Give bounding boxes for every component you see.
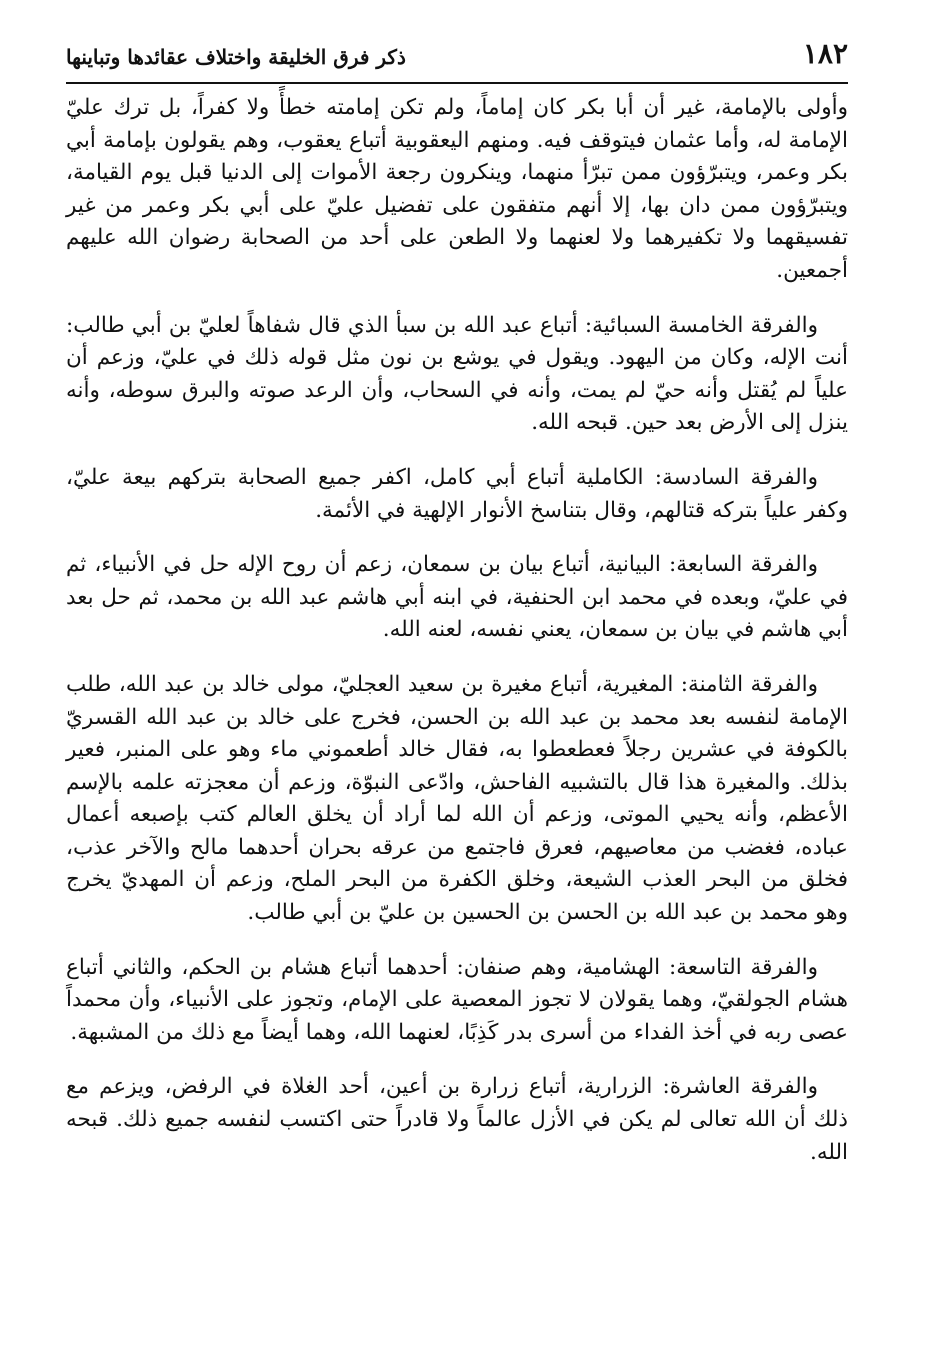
page-number: ١٨٢ [802, 37, 848, 70]
paragraph-continuation: وأولى بالإمامة، غير أن أبا بكر كان إماماً، ولم تكن إمامته خطأً ولا كفراً، بل ترك عليّ الإمامة له، وأما عثمان فيتوقف فيه. ومنهم اليعقوبية أتباع يعقوب، وهم يقولون بإمامة أبي بكر وعمر، ويتبرّؤون ممن تبرّأ منهما، وينكرون رجعة الأموات إلى الدنيا قبل يوم القيامة، ويتبرّؤون ممن دان بها، إلا أنهم متفقون على تفضيل عليّ على أبي بكر وعمر من غير تفسيقهما ولا تكفيرهما ولا لعنهما ولا الطعن على أحد من الصحابة رضوان الله عليهم أجمعين. [66, 95, 848, 283]
page-body [66, 92, 848, 1191]
paragraph-sect-10: والفرقة العاشرة: الزرارية، أتباع زرارة بن أعين، أحد الغلاة في الرفض، ويزعم مع ذلك أن الله تعالى لم يكن في الأزل عالماً ولا قادراً حتى اكتسب لنفسه جميع ذلك. قبحه الله. [66, 1074, 848, 1165]
paragraph-sect-8: والفرقة الثامنة: المغيرية، أتباع مغيرة بن سعيد العجليّ، مولى خالد بن عبد الله، طلب الإمامة لنفسه بعد محمد بن عبد الله بن الحسن، فخرج على خالد بن عبد الله القسريّ بالكوفة في عشرين رجلاً فعطعطوا به، فقال خالد أطعموني ماء وهو على المنبر، فعير بذلك. والمغيرة هذا قال بالتشبيه الفاحش، وادّعى النبوّة، وزعم أن معجزته علمه بالإسم الأعظم، وأنه يحيي الموتى، وزعم أن الله لما أراد أن يخلق العالم كتب بإصبعه أعمال عباده، فغضب من معاصيهم، فعرق فاجتمع من عرقه بحران أحدهما مالح والآخر عذب، فخلق من البحر العذب الشيعة، وخلق الكفرة من البحر الملح، وزعم أن المهديّ يخرج وهو محمد بن عبد الله بن الحسن بن الحسين بن عليّ بن أبي طالب. [66, 671, 848, 926]
page-header [66, 36, 848, 84]
paragraph-sect-9: والفرقة التاسعة: الهشامية، وهم صنفان: أحدهما أتباع هشام بن الحكم، والثاني أتباع هشام الجولقيّ، وهما يقولان لا تجوز المعصية على الإمام، وتجوز على الأنبياء، وأن محمداً عصى ربه في أخذ الفداء من أسرى بدر كَذِبًا، لعنهما الله، وهما أيضاً مع ذلك من المشبهة. [66, 954, 848, 1045]
paragraph-sect-5: والفرقة الخامسة السبائية: أتباع عبد الله بن سبأ الذي قال شفاهاً لعليّ بن أبي طالب: أنت الإله، وكان من اليهود. ويقول في يوشع بن نون مثل قوله ذلك في عليّ، وزعم أن علياً لم يُقتل وأنه حيّ لم يمت، وأنه في السحاب، وأن الرعد صوته والبرق سوطه، وأنه ينزل إلى الأرض بعد حين. قبحه الله. [66, 312, 848, 436]
paragraph-sect-6: والفرقة السادسة: الكاملية أتباع أبي كامل، اكفر جميع الصحابة بتركهم بيعة عليّ، وكفر علياً بتركه قتالهم، وقال بتناسخ الأنوار الإلهية في الأئمة. [66, 464, 848, 523]
paragraph-sect-7: والفرقة السابعة: البيانية، أتباع بيان بن سمعان، زعم أن روح الإله حل في الأنبياء، ثم في عليّ، وبعده في محمد ابن الحنفية، في ابنه أبي هاشم عبد الله بن محمد، ثم حل بعد أبي هاشم في بيان بن سمعان، يعني نفسه، لعنه الله. [66, 552, 848, 643]
header-divider [66, 82, 848, 84]
running-title: ذكر فرق الخليقة واختلاف عقائدها وتباينها [66, 45, 406, 69]
